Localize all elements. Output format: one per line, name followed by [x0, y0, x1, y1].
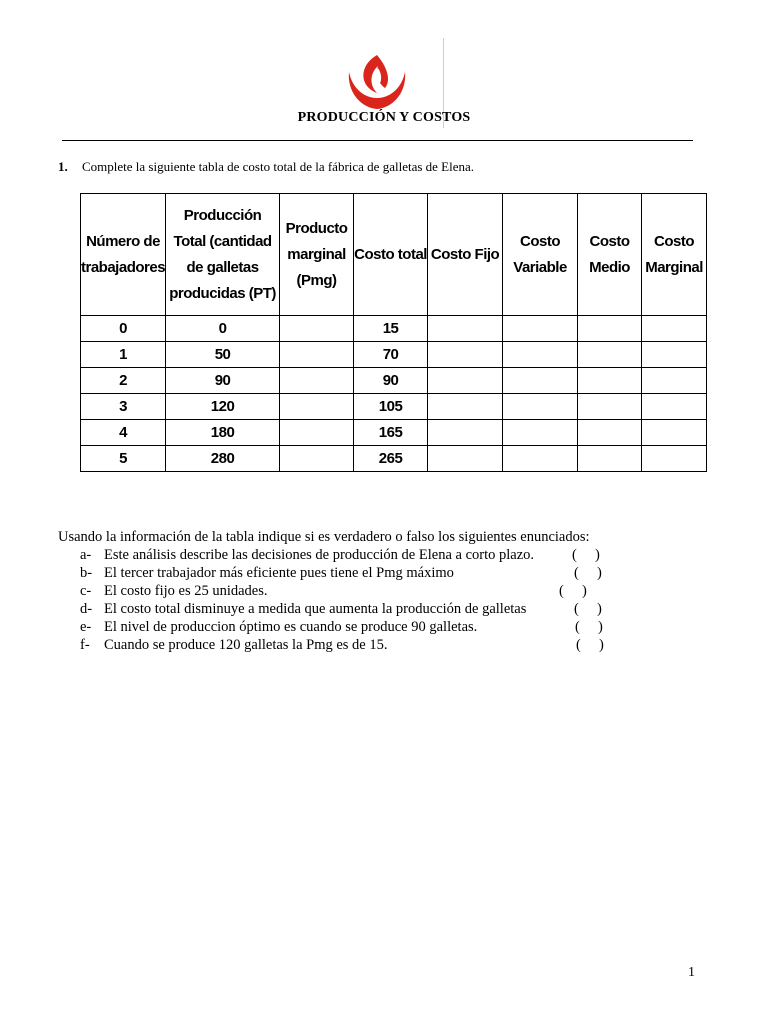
table-cell: 90	[166, 368, 280, 394]
header-cell: Costo Marginal	[642, 194, 707, 316]
header-cell: Producto marginal (Pmg)	[280, 194, 354, 316]
table-cell: 105	[354, 394, 428, 420]
table-cell	[642, 394, 707, 420]
statement-letter: c-	[80, 583, 92, 599]
table-cell	[503, 368, 578, 394]
table-cell: 165	[354, 420, 428, 446]
table-cell	[503, 420, 578, 446]
header-cell: Costo Fijo	[428, 194, 503, 316]
page-number: 1	[688, 965, 695, 980]
table-cell: 4	[81, 420, 166, 446]
answer-blank[interactable]: ( )	[572, 547, 600, 563]
title-underline	[62, 140, 693, 141]
statement-text: El nivel de produccion óptimo es cuando se produce 90 galletas.	[104, 619, 478, 635]
table-cell: 2	[81, 368, 166, 394]
table-cell: 265	[354, 446, 428, 472]
cost-table	[80, 193, 707, 472]
statement-item	[58, 564, 602, 582]
header-cell: Costo Variable	[503, 194, 578, 316]
statement-text: El costo fijo es 25 unidades.	[104, 583, 268, 599]
table-row	[81, 394, 707, 420]
table-cell	[503, 394, 578, 420]
table-cell	[428, 316, 503, 342]
table-cell	[642, 420, 707, 446]
statement-item	[58, 582, 590, 600]
header-cell: Número de trabajadores	[81, 194, 166, 316]
answer-blank[interactable]: ( )	[559, 583, 587, 599]
table-cell	[578, 342, 642, 368]
table-cell: 280	[166, 446, 280, 472]
statement-item	[58, 618, 603, 636]
statement-letter: f-	[80, 637, 90, 653]
statements-intro: Usando la información de la tabla indique si es verdadero o falso los siguientes enunciados:	[58, 529, 590, 545]
table-cell: 1	[81, 342, 166, 368]
header-cell: Costo Medio	[578, 194, 642, 316]
table-cell	[280, 316, 354, 342]
table-cell	[578, 394, 642, 420]
table-cell	[428, 420, 503, 446]
statement-letter: a-	[80, 547, 92, 563]
statement-text: El tercer trabajador más eficiente pues tiene el Pmg máximo	[104, 565, 454, 581]
table-cell	[578, 368, 642, 394]
table-cell	[280, 420, 354, 446]
table-cell	[642, 368, 707, 394]
table-row	[81, 420, 707, 446]
table-cell	[280, 342, 354, 368]
table-cell: 120	[166, 394, 280, 420]
table-cell	[503, 316, 578, 342]
table-cell	[428, 394, 503, 420]
table-cell	[503, 446, 578, 472]
table-cell	[642, 342, 707, 368]
table-cell	[428, 342, 503, 368]
table-cell: 3	[81, 394, 166, 420]
question-text: Complete la siguiente tabla de costo total de la fábrica de galletas de Elena.	[82, 159, 475, 174]
table-cell: 5	[81, 446, 166, 472]
statement-item	[58, 546, 600, 564]
statement-text: Cuando se produce 120 galletas la Pmg es de 15.	[104, 637, 388, 653]
table-cell: 0	[81, 316, 166, 342]
statement-letter: d-	[80, 601, 93, 617]
table-cell	[642, 316, 707, 342]
question-number: 1.	[58, 159, 68, 174]
university-logo	[345, 54, 409, 112]
table-cell	[280, 394, 354, 420]
statement-letter: e-	[80, 619, 92, 635]
header-cell: Costo total	[354, 194, 428, 316]
answer-blank[interactable]: ( )	[576, 637, 604, 653]
statement-item	[58, 636, 604, 654]
answer-blank[interactable]: ( )	[574, 565, 602, 581]
table-cell	[578, 420, 642, 446]
table-cell	[578, 446, 642, 472]
page-title: PRODUCCIÓN Y COSTOS	[297, 110, 471, 125]
true-false-section	[58, 528, 604, 654]
question-1	[58, 159, 474, 175]
answer-blank[interactable]: ( )	[575, 619, 603, 635]
table-row	[81, 368, 707, 394]
statement-text: El costo total disminuye a medida que aumenta la producción de galletas	[104, 601, 527, 617]
header-cell: Producción Total (cantidad de galletas producidas (PT)	[166, 194, 280, 316]
table-cell: 70	[354, 342, 428, 368]
table-cell	[503, 342, 578, 368]
answer-blank[interactable]: ( )	[574, 601, 602, 617]
table-header-row	[81, 194, 707, 316]
table-row	[81, 342, 707, 368]
table-row	[81, 446, 707, 472]
table-cell	[642, 446, 707, 472]
table-cell	[578, 316, 642, 342]
table-cell: 0	[166, 316, 280, 342]
table-cell	[428, 368, 503, 394]
table-cell: 90	[354, 368, 428, 394]
table-cell	[280, 368, 354, 394]
table-cell	[428, 446, 503, 472]
table-cell	[280, 446, 354, 472]
statement-letter: b-	[80, 565, 93, 581]
statement-item	[58, 600, 602, 618]
table-cell: 180	[166, 420, 280, 446]
table-row	[81, 316, 707, 342]
table-cell: 50	[166, 342, 280, 368]
table-cell: 15	[354, 316, 428, 342]
statement-text: Este análisis describe las decisiones de producción de Elena a corto plazo.	[104, 547, 535, 563]
